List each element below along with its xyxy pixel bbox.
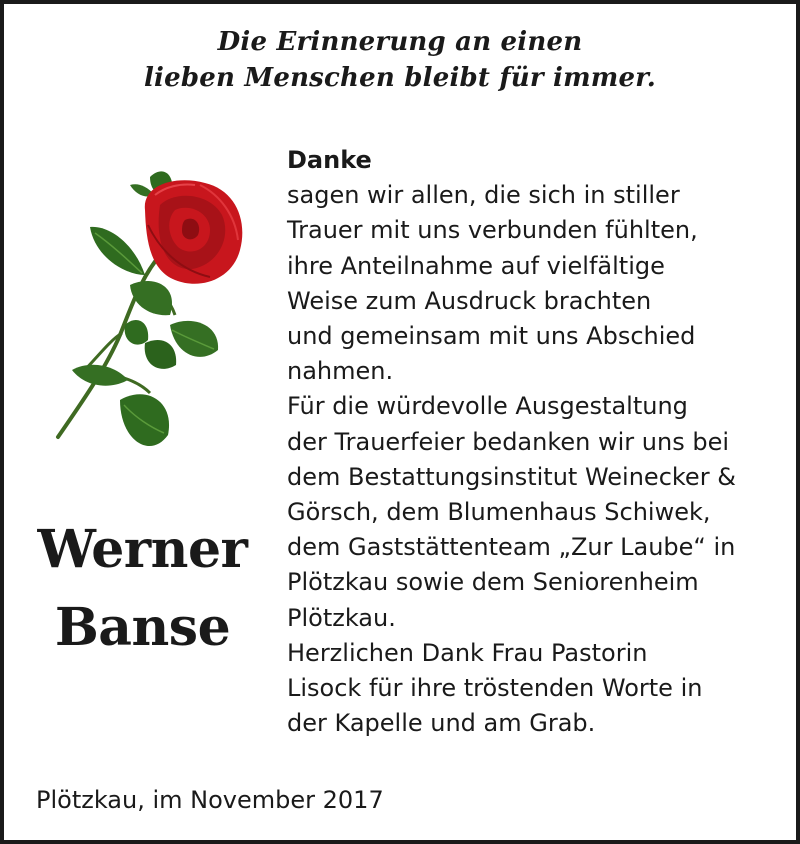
deceased-last-name: Banse	[54, 597, 231, 658]
motto-line-1: Die Erinnerung an einen	[217, 27, 583, 57]
place-date-line: Plötzkau, im November 2017	[36, 786, 384, 814]
message-line: dem Bestattungsinstitut Weinecker &	[287, 462, 736, 491]
message-line: Plötzkau sowie dem Seniorenheim	[287, 568, 699, 597]
message-line: Herzlichen Dank Frau Pastorin	[287, 638, 648, 667]
motto-line-2: lieben Menschen bleibt für immer.	[143, 63, 657, 93]
message-line: Lisock für ihre tröstenden Worte in	[287, 674, 703, 703]
message-line: ihre Anteilnahme auf vielfältige	[287, 251, 665, 280]
message-line: und gemeinsam mit uns Abschied	[287, 322, 696, 351]
motto-quote	[0, 24, 800, 96]
message-line: Weise zum Ausdruck brachten	[287, 286, 652, 315]
message-heading: Danke	[287, 146, 372, 174]
message-line: Für die würdevolle Ausgestaltung	[287, 392, 688, 421]
message-line: der Kapelle und am Grab.	[287, 709, 596, 738]
message-line: Plötzkau.	[287, 603, 396, 632]
message-line: dem Gaststättenteam „Zur Laube“ in	[287, 533, 736, 562]
message-line: Trauer mit uns verbunden fühlten,	[287, 216, 698, 245]
message-line: nahmen.	[287, 357, 394, 386]
message-line: der Trauerfeier bedanken wir uns bei	[287, 427, 730, 456]
message-line: sagen wir allen, die sich in stiller	[287, 181, 680, 210]
thank-you-message	[287, 143, 787, 741]
message-line: Görsch, dem Blumenhaus Schiwek,	[287, 498, 711, 527]
rose-image	[50, 165, 255, 470]
red-rose-icon	[50, 165, 255, 470]
deceased-first-name: Werner	[37, 519, 248, 580]
